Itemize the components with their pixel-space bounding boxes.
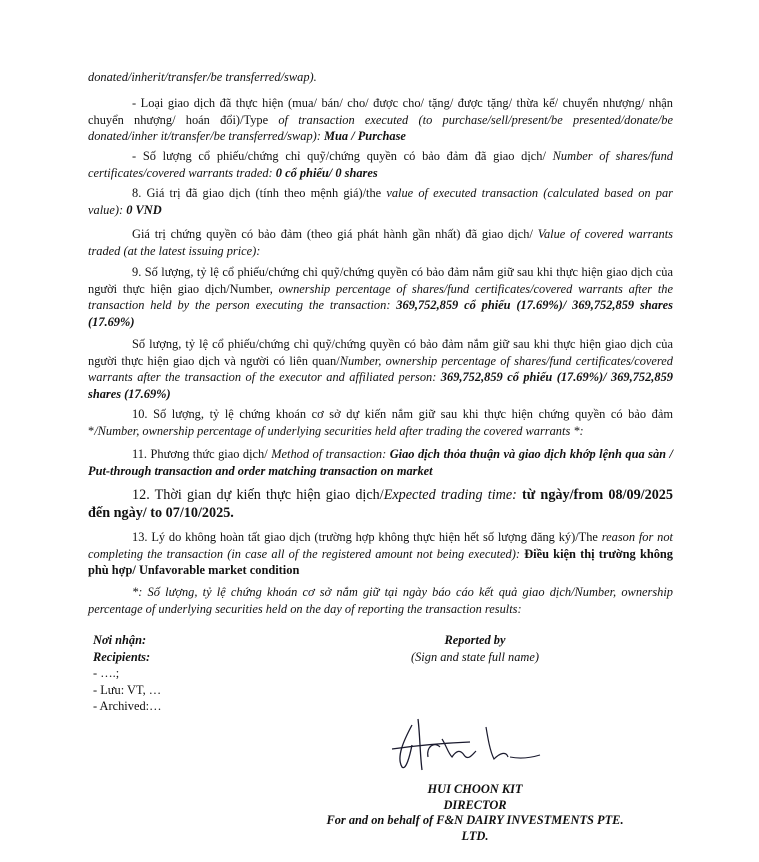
signature-header: [380, 632, 570, 665]
paragraph-underlying-securities: 10. Số lượng, tỷ lệ chứng khoán cơ sở dự kiến nắm giữ sau khi thực hiện chứng quyền có bảo đảm */Number, ownership percentage of underlying securities held after trading the covered warrants *:: [88, 407, 673, 438]
value-executed: 0 VND: [126, 202, 162, 217]
recipients-block: [93, 632, 293, 715]
italic-text: donated/inherit/transfer/be transferred/swap).: [88, 70, 317, 84]
paragraph-warrant-value: Giá trị chứng quyền có bảo đảm (theo giá phát hành gần nhất) đã giao dịch/ Value of covered warrants traded (at the latest issuing price):: [88, 227, 673, 258]
signatory-name: HUI CHOON KIT: [427, 782, 523, 796]
paragraph-trading-time: 12. Thời gian dự kiến thực hiện giao dịch/Expected trading time: từ ngày/from 08/09/2025 đến ngày/ to 07/10/2025.: [88, 487, 673, 521]
recipients-label-en: Recipients:: [93, 649, 151, 664]
shares-traded-value: 0 cổ phiếu/ 0 shares: [275, 165, 378, 180]
trading-time-value: từ ngày/from 08/09/2025 đến ngày/ to 07/10/2025.: [88, 487, 673, 521]
on-behalf-line-2: LTD.: [461, 828, 489, 843]
sign-note: (Sign and state full name): [410, 649, 540, 664]
signatory-title: DIRECTOR: [443, 797, 507, 812]
on-behalf-line: For and on behalf of F&N DAIRY INVESTMENTS PTE.: [326, 813, 624, 827]
reported-by-label: Reported by: [444, 633, 506, 647]
reason-value: Điều kiện thị trường không phù hợp/ Unfavorable market condition: [88, 546, 674, 577]
recipient-item: - ….;: [93, 666, 120, 680]
recipients-label-vi: Nơi nhận:: [93, 633, 147, 647]
paragraph-value-executed: 8. Giá trị đã giao dịch (tính theo mệnh giá)/the value of executed transaction (calculated based on par value): 0 VND: [88, 186, 673, 217]
recipient-item: - Archived:…: [93, 699, 162, 713]
paragraph-holding-after: 9. Số lượng, tỷ lệ cổ phiếu/chứng chỉ quỹ/chứng quyền có bảo đảm nắm giữ sau khi thực hiện giao dịch của người thực hiện giao dịch/Number, ownership percentage of shares/fund certificates/covered warrants after the transaction held by the person executing the transaction: 369,752,859 cổ phiếu (17.69%)/ 369,752,859 shares (17.69%): [88, 265, 673, 329]
holding-after-value: 369,752,859 cổ phiếu (17.69%)/ 369,752,859 shares (17.69%): [88, 298, 673, 329]
holding-affiliated-value: 369,752,859 cổ phiếu (17.69%)/ 369,752,859 shares (17.69%): [88, 370, 673, 401]
paragraph-continuation: [88, 69, 673, 86]
paragraph-method: 11. Phương thức giao dịch/ Method of transaction: Giao dịch thỏa thuận và giao dịch khớp lệnh qua sàn / Put-through transaction and order matching transaction on market: [88, 447, 673, 478]
paragraph-transaction-type: - Loại giao dịch đã thực hiện (mua/ bán/ cho/ được cho/ tặng/ được tặng/ thừa kế/ chuyển nhượng/ nhận chuyển nhượng/ hoán đổi)/Type of transaction executed (to purchase/sell/present/be presented/donate/be donated/inher it/transfer/be transferred/swap): Mua / Purchase: [88, 96, 673, 143]
footnote: *: Số lượng, tỷ lệ chứng khoán cơ sở nắm giữ tại ngày báo cáo kết quả giao dịch/Number, ownership percentage of underlying securities held on the day of reporting the transaction results:: [88, 585, 673, 616]
paragraph-holding-affiliated: Số lượng, tỷ lệ cổ phiếu/chứng chỉ quỹ/chứng quyền có bảo đảm nắm giữ sau khi thực hiện giao dịch của người thực hiện giao dịch và người có liên quan/Number, ownership percentage of shares/fund certificates/covered warrants after the transaction of the executor and affiliated person: 369,752,859 cổ phiếu (17.69%)/ 369,752,859 shares (17.69%): [88, 337, 673, 401]
paragraph-reason: 13. Lý do không hoàn tất giao dịch (trường hợp không thực hiện hết số lượng đăng ký)/The reason for not completing the transaction (in case all of the registered amount not being executed): Điều kiện thị trường không phù hợp/ Unfavorable market condition: [88, 530, 674, 577]
signatory-block: [300, 782, 650, 844]
method-value: Giao dịch thỏa thuận và giao dịch khớp lệnh qua sàn / Put-through transaction and order matching transaction on market: [88, 447, 673, 478]
handwritten-signature: [390, 715, 570, 775]
transaction-type-value: Mua / Purchase: [324, 129, 406, 143]
recipient-item: - Lưu: VT, …: [93, 682, 162, 697]
paragraph-shares-traded: - Số lượng cổ phiếu/chứng chỉ quỹ/chứng quyền có bảo đảm đã giao dịch/ Number of shares/fund certificates/covered warrants traded: 0 cổ phiếu/ 0 shares: [88, 149, 673, 180]
